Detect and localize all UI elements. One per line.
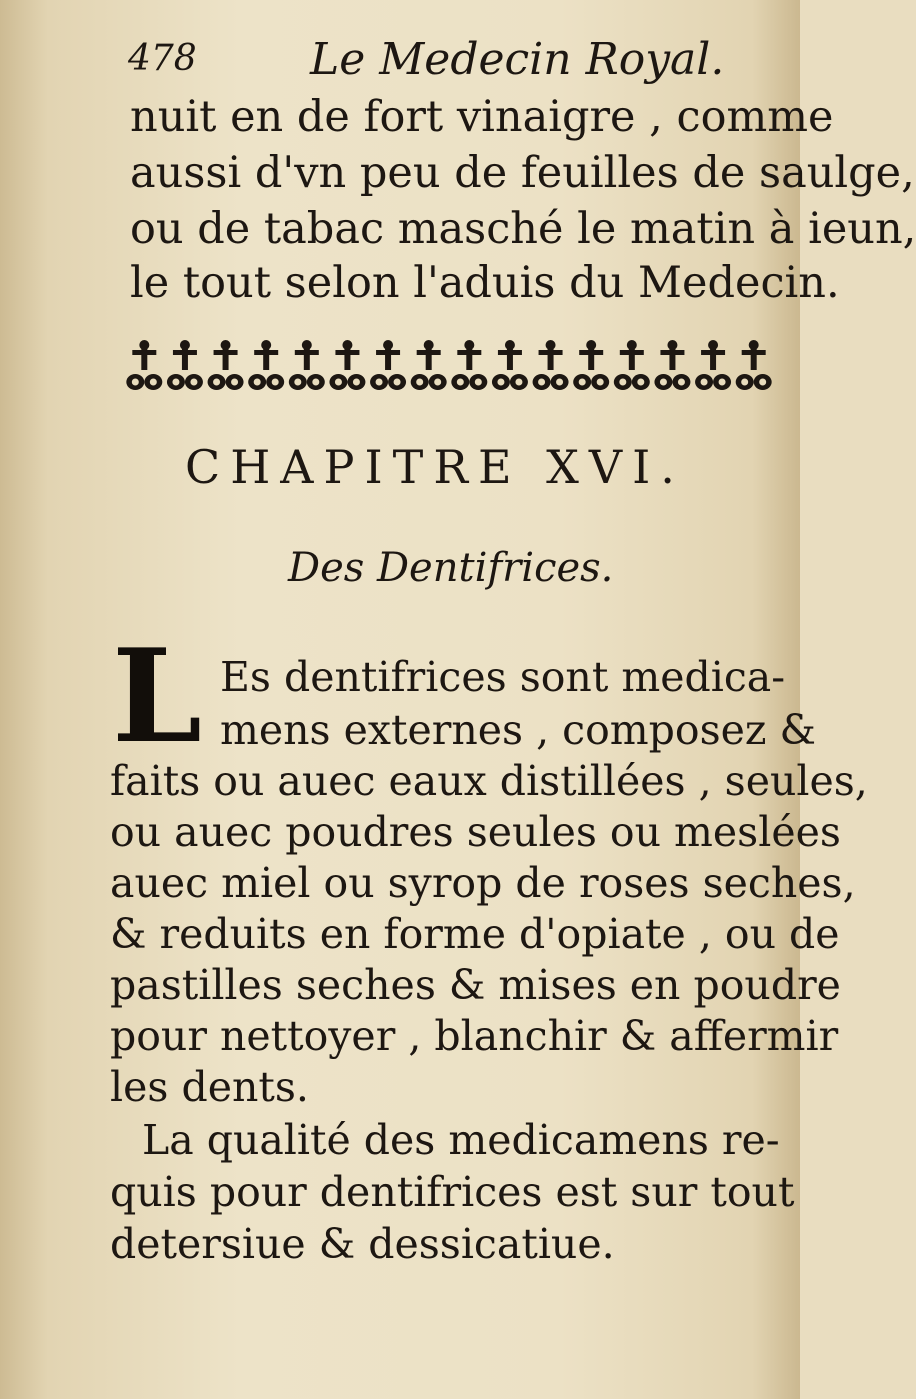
- fleuron-icon: [573, 340, 609, 390]
- text-line: ou auec poudres seules ou meslées: [110, 808, 841, 856]
- fleuron-icon: [736, 340, 772, 390]
- page-header: [128, 34, 760, 85]
- text-line: le tout selon l'aduis du Medecin.: [130, 258, 840, 308]
- text-line: mens externes , composez &: [220, 706, 817, 754]
- text-line: La qualité des medicamens re-: [142, 1116, 780, 1164]
- fleuron-icon: [370, 340, 406, 390]
- fleuron-icon: [533, 340, 569, 390]
- chapter-title: CHAPITRE XVI.: [185, 440, 685, 494]
- text-line: pastilles seches & mises en poudre: [110, 961, 841, 1009]
- text-line: & reduits en forme d'opiate , ou de: [110, 910, 840, 958]
- text-line: pour nettoyer , blanchir & affermir: [110, 1012, 839, 1060]
- fleuron-icon: [126, 340, 162, 390]
- running-head: Le Medecin Royal.: [310, 34, 725, 85]
- fleuron-icon: [289, 340, 325, 390]
- fleuron-icon: [614, 340, 650, 390]
- text-line: aussi d'vn peu de feuilles de saulge,: [130, 148, 915, 198]
- text-line: quis pour dentifrices est sur tout: [110, 1168, 795, 1216]
- fleuron-ornament-band: [124, 338, 774, 396]
- fleuron-icon: [167, 340, 203, 390]
- text-line: Es dentifrices sont medica-: [220, 653, 786, 701]
- text-line: faits ou auec eaux distillées , seules,: [110, 757, 868, 805]
- fleuron-icon: [329, 340, 365, 390]
- fleuron-icon: [411, 340, 447, 390]
- fleuron-icon: [654, 340, 690, 390]
- text-line: detersiue & dessicatiue.: [110, 1220, 615, 1268]
- text-line: les dents.: [110, 1063, 309, 1111]
- text-line: nuit en de fort vinaigre , comme: [130, 92, 834, 142]
- text-line: auec miel ou syrop de roses seches,: [110, 859, 856, 907]
- fleuron-icon: [451, 340, 487, 390]
- text-line: ou de tabac masché le matin à ieun,: [130, 204, 916, 254]
- drop-cap: L: [112, 622, 202, 772]
- chapter-subtitle: Des Dentifrices.: [288, 545, 614, 591]
- fleuron-icon: [695, 340, 731, 390]
- fleuron-icon: [248, 340, 284, 390]
- fleuron-icon: [208, 340, 244, 390]
- page-number: 478: [128, 38, 197, 79]
- fleuron-icon: [492, 340, 528, 390]
